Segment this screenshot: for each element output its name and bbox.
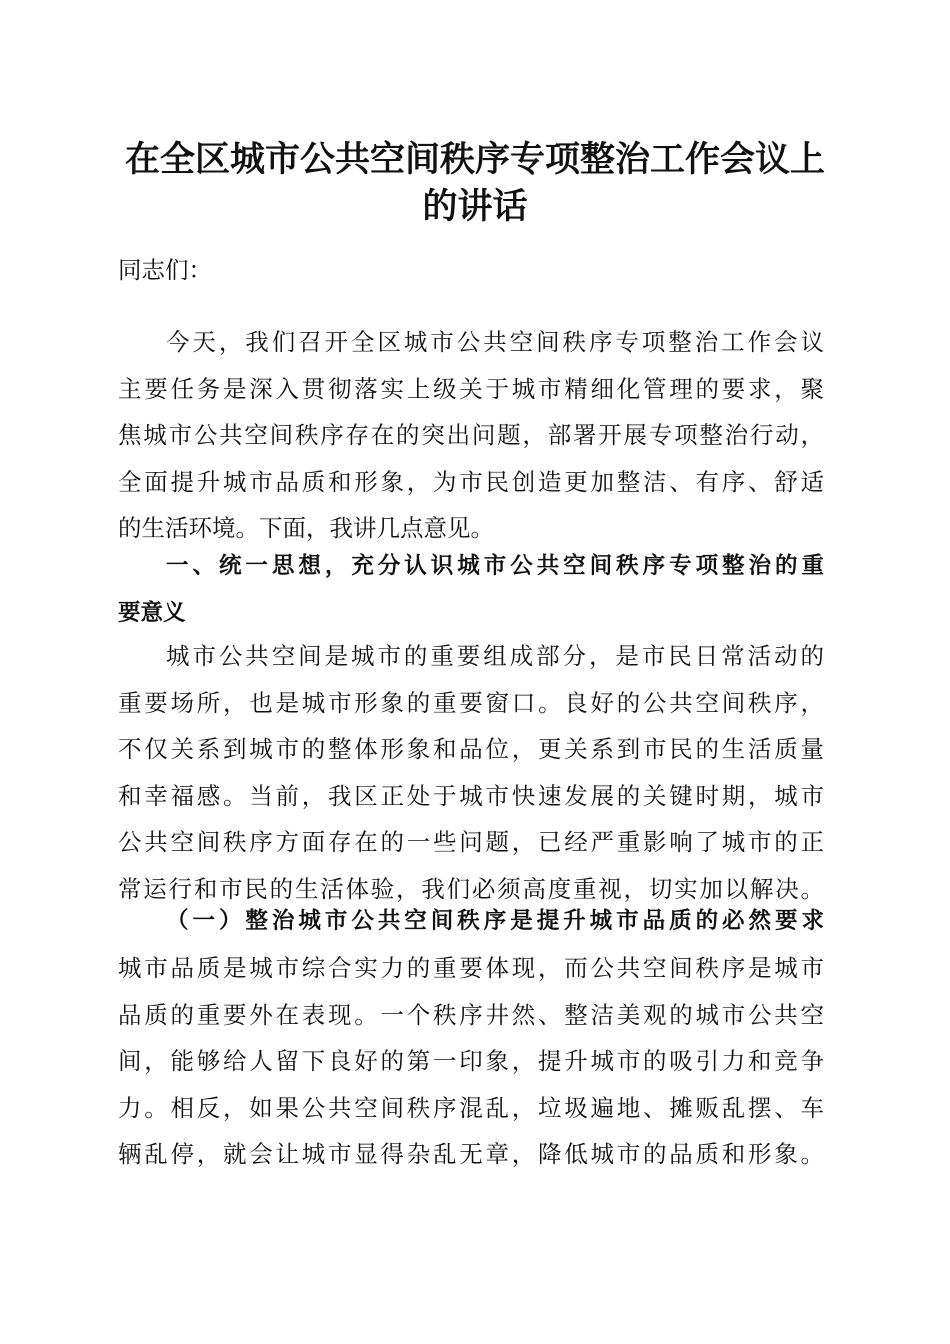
document-title: [100, 136, 850, 230]
paragraph-intro: [118, 319, 824, 552]
title-line: 的讲话: [422, 186, 528, 227]
text-line: 品质的重要外在表现。一个秩序井然、整洁美观的城市公共空: [118, 1000, 824, 1029]
text-line: 不仅关系到城市的整体形象和品位，更关系到市民的生活质量: [118, 735, 824, 764]
text-line: 辆乱停，就会让城市显得杂乱无章，降低城市的品质和形象。: [118, 1140, 824, 1169]
text-line: 常运行和市民的生活体验，我们必须高度重视，切实加以解决。: [118, 874, 824, 903]
text-line: 今天，我们召开全区城市公共空间秩序专项整治工作会议: [166, 328, 824, 356]
title-line: 在全区城市公共空间秩序专项整治工作会议上: [124, 139, 825, 180]
heading-line: （一）整治城市公共空间秩序是提升城市品质的必然要求: [166, 908, 824, 934]
subsection-heading-1: [118, 898, 824, 945]
greeting: [118, 247, 824, 294]
text-line: 力。相反，如果公共空间秩序混乱，垃圾遍地、摊贩乱摆、车: [118, 1093, 824, 1122]
heading-line: 要意义: [118, 599, 186, 626]
text-line: 的生活环境。下面，我讲几点意见。: [118, 514, 494, 543]
text-line: 公共空间秩序方面存在的一些问题，已经严重影响了城市的正: [118, 828, 824, 857]
text-line: 和幸福感。当前，我区正处于城市快速发展的关键时期，城市: [118, 781, 824, 810]
text-line: 主要任务是深入贯彻落实上级关于城市精细化管理的要求，聚: [118, 374, 824, 403]
text-line: 重要场所，也是城市形象的重要窗口。良好的公共空间秩序，: [118, 688, 824, 717]
greeting-text: 同志们：: [118, 256, 212, 284]
section-heading-1: [118, 543, 824, 636]
text-line: 间，能够给人留下良好的第一印象，提升城市的吸引力和竞争: [118, 1047, 824, 1076]
text-line: 城市公共空间是城市的重要组成部分，是市民日常活动的: [166, 642, 824, 670]
text-line: 全面提升城市品质和形象，为市民创造更加整洁、有序、舒适: [118, 467, 824, 496]
paragraph-quality: [118, 945, 824, 1178]
heading-line: 一、统一思想，充分认识城市公共空间秩序专项整治的重: [166, 553, 824, 579]
paragraph-significance: [118, 633, 824, 913]
text-line: 焦城市公共空间秩序存在的突出问题，部署开展专项整治行动，: [118, 421, 824, 450]
text-line: 城市品质是城市综合实力的重要体现，而公共空间秩序是城市: [118, 954, 824, 982]
